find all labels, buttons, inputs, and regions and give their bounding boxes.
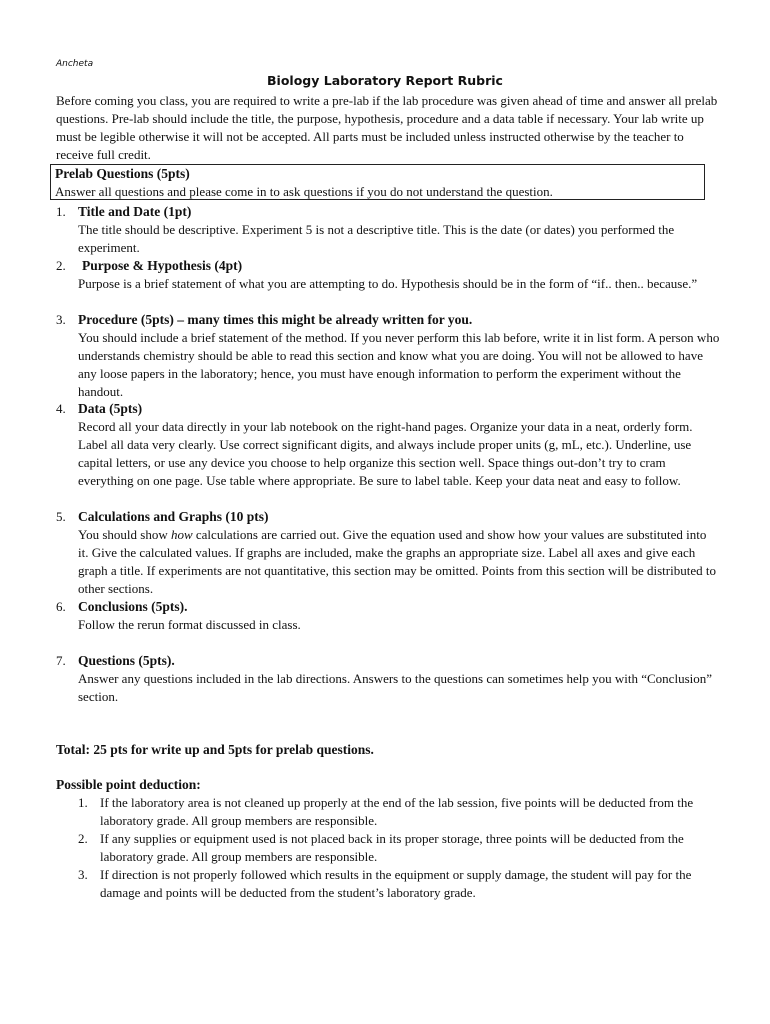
section-heading: Questions (5pts). xyxy=(78,653,175,668)
section-heading: Title and Date (1pt) xyxy=(78,204,192,219)
deduction-number: 2. xyxy=(78,831,88,846)
author-name: Ancheta xyxy=(56,59,94,69)
section-body: Record all your data directly in your lab notebook on the right-hand pages. Organize your data in a neat, orderly form. Label all data very clearly. Use correct significant digits, and always include proper units (g, mL, etc.). Underline, use capital letters, or use any device you choose to help organize this section well. Space things out-don’t try to cram everything on one page. Use table where appropriate. Be sure to label table. Keep your data neat and easy to follow. xyxy=(78,419,693,488)
deduction-text: If any supplies or equipment used is not placed back in its proper storage, three points will be deducted from the laboratory grade. All group members are responsible. xyxy=(100,831,684,864)
section-questions xyxy=(56,652,720,706)
section-title-date xyxy=(56,203,720,257)
section-number: 5. xyxy=(56,509,66,524)
section-body: Follow the rerun format discussed in class. xyxy=(78,617,301,632)
section-data xyxy=(56,400,720,490)
section-heading: Calculations and Graphs (10 pts) xyxy=(78,509,269,524)
deduction-number: 3. xyxy=(78,867,88,882)
emphasis-text: how xyxy=(170,527,193,542)
prelab-box xyxy=(50,164,705,200)
intro-paragraph: Before coming you class, you are required to write a pre-lab if the lab procedure was given ahead of time and answer all prelab questions. Pre-lab should include the title, the purpose, hypothesis, procedure and a data table if necessary. Your lab write up must be legible otherwise it will not be accepted. All parts must be included unless instructed otherwise by the teacher to receive full credit. xyxy=(56,93,718,162)
deduction-item xyxy=(78,830,718,866)
section-purpose-hypothesis xyxy=(56,257,720,293)
section-heading: Purpose & Hypothesis (4pt) xyxy=(82,258,243,273)
deduction-list xyxy=(78,794,718,902)
section-heading: Data (5pts) xyxy=(78,401,143,416)
total-points: Total: 25 pts for write up and 5pts for prelab questions. xyxy=(56,742,374,757)
section-number: 4. xyxy=(56,401,66,416)
section-number: 2. xyxy=(56,258,66,273)
section-heading: Conclusions (5pts). xyxy=(78,599,188,614)
section-body: The title should be descriptive. Experiment 5 is not a descriptive title. This is the date (or dates) you performed the experiment. xyxy=(78,222,675,255)
deductions-heading: Possible point deduction: xyxy=(56,777,201,792)
page-title: Biology Laboratory Report Rubric xyxy=(267,73,503,88)
section-body: Answer any questions included in the lab directions. Answers to the questions can sometimes help you with “Conclusion” section. xyxy=(78,671,713,704)
section-body: You should include a brief statement of the method. If you never perform this lab before, write it in list form. A person who understands chemistry should be able to read this section and know what you are doing. You will not be allowed to have any loose papers in the laboratory; hence, you must have enough information to perform the experiment without the handout. xyxy=(78,330,720,399)
deduction-item xyxy=(78,866,718,902)
prelab-heading: Prelab Questions (5pts) xyxy=(55,166,190,181)
body-text: You should show xyxy=(78,527,171,542)
section-number: 6. xyxy=(56,599,66,614)
section-body: Purpose is a brief statement of what you are attempting to do. Hypothesis should be in the form of “if.. then.. because.” xyxy=(78,276,698,291)
section-calculations-graphs xyxy=(56,508,720,598)
section-number: 7. xyxy=(56,653,66,668)
deduction-text: If the laboratory area is not cleaned up properly at the end of the lab session, five points will be deducted from the laboratory grade. All group members are responsible. xyxy=(100,795,694,828)
body-text: calculations are carried out. Give the equation used and show how your values are substituted into it. Give the calculated values. If graphs are included, make the graphs an appropriate size. Label all axes and give each graph a title. If experiments are not quantitative, this section may be omitted. Points from this section will be distributed to other sections. xyxy=(78,527,716,596)
section-body xyxy=(56,526,720,598)
section-conclusions xyxy=(56,598,720,634)
deduction-number: 1. xyxy=(78,795,88,810)
section-procedure xyxy=(56,311,720,401)
section-heading: Procedure (5pts) – many times this might be already written for you. xyxy=(78,312,473,327)
deduction-item xyxy=(78,794,718,830)
section-number: 3. xyxy=(56,312,66,327)
section-number: 1. xyxy=(56,204,66,219)
prelab-text: Answer all questions and please come in to ask questions if you do not understand the question. xyxy=(55,184,553,199)
deduction-text: If direction is not properly followed which results in the equipment or supply damage, the student will pay for the damage and points will be deducted from the student’s laboratory grade. xyxy=(100,867,692,900)
